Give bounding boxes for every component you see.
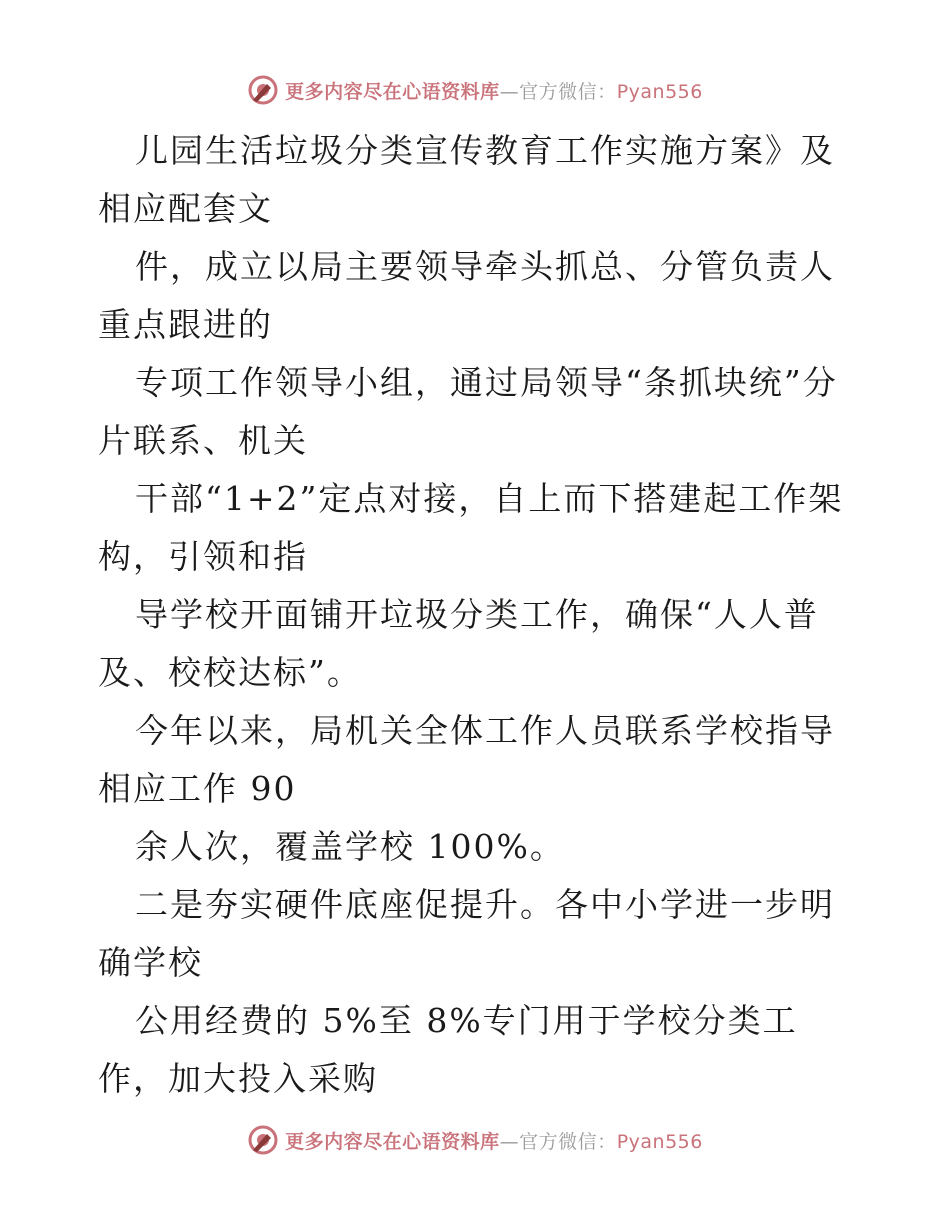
footer-banner-main: 更多内容尽在心语资料库 (285, 1130, 500, 1153)
header-banner-wechat-id: Pyan556 (616, 80, 703, 103)
footer-banner-wechat-id: Pyan556 (616, 1130, 703, 1153)
paragraph: 余人次，覆盖学校 100%。 (135, 827, 565, 866)
pen-logo-icon (247, 1124, 279, 1156)
paragraph: 儿园生活垃圾分类宣传教育工作实施方案》及相应配套文 (98, 131, 835, 228)
header-banner-separator: — (499, 80, 520, 103)
footer-banner-text (285, 1127, 703, 1154)
footer-banner-wechat-label: 官方微信： (519, 1130, 617, 1153)
paragraph: 件，成立以局主要领导牵头抓总、分管负责人重点跟进的 (98, 247, 835, 344)
paragraph: 今年以来，局机关全体工作人员联系学校指导相应工作 90 (98, 711, 835, 808)
footer-banner (0, 1120, 950, 1160)
paragraph: 二是夯实硬件底座促提升。各中小学进一步明确学校 (98, 885, 835, 982)
header-banner-wechat-label: 官方微信： (519, 80, 617, 103)
header-banner (0, 70, 950, 110)
header-banner-text (285, 77, 703, 104)
paragraph: 公用经费的 5%至 8%专门用于学校分类工作，加大投入采购 (98, 1001, 798, 1098)
paragraph: 导学校开面铺开垃圾分类工作，确保“人人普及、校校达标”。 (98, 595, 819, 692)
header-banner-main: 更多内容尽在心语资料库 (285, 80, 500, 103)
pen-logo-icon (247, 74, 279, 106)
document-body (98, 122, 858, 1108)
paragraph: 专项工作领导小组，通过局领导“条抓块统”分片联系、机关 (98, 363, 838, 460)
footer-banner-separator: — (499, 1130, 520, 1153)
paragraph: 干部“1+2”定点对接，自上而下搭建起工作架构，引领和指 (98, 479, 844, 576)
